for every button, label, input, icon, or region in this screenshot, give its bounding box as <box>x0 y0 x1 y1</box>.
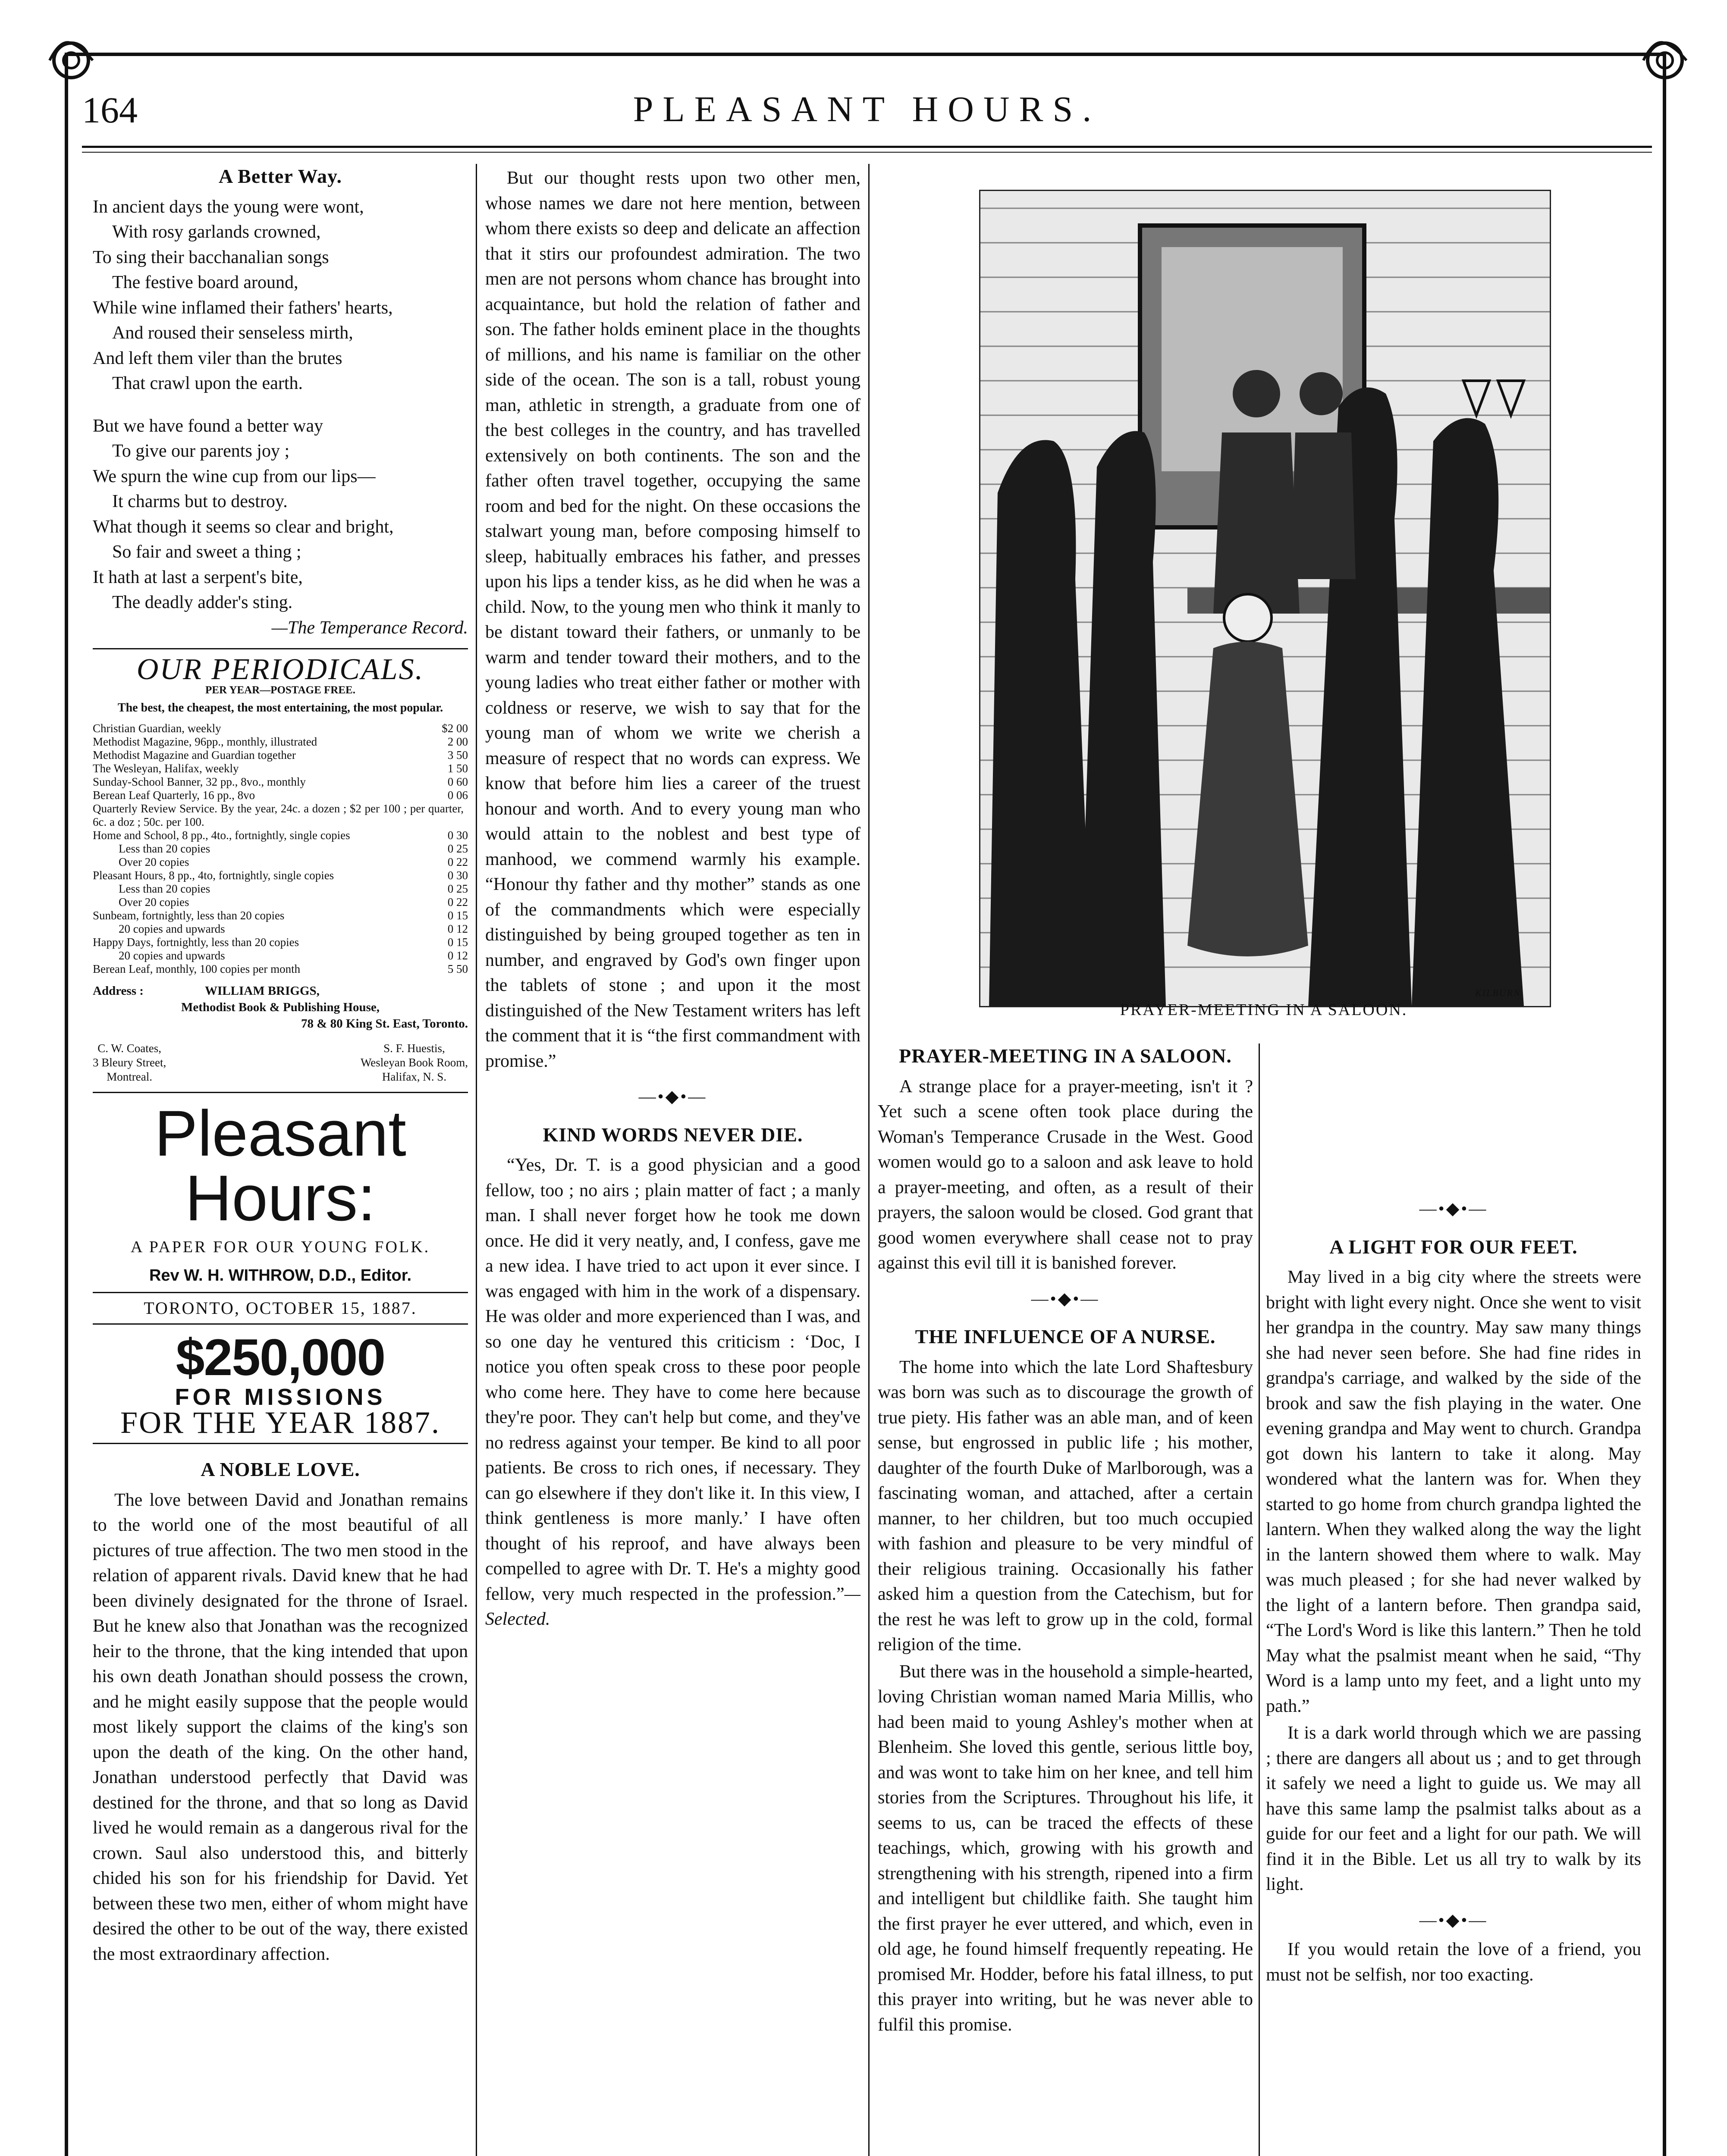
periodical-price: 0 15 <box>447 909 468 922</box>
frame-right-rule <box>1663 56 1666 2156</box>
periodical-row <box>93 775 468 789</box>
agents <box>93 1041 468 1084</box>
periodical-price: 0 12 <box>447 922 468 935</box>
poem-line: To give our parents joy ; <box>112 441 290 461</box>
periodical-name: 20 copies and upwards <box>119 922 225 935</box>
address-name: WILLIAM BRIGGS, <box>205 984 320 998</box>
friend-text: If you would retain the love of a friend, you must not be selfish, nor too exacting. <box>1266 1940 1641 1985</box>
missions-line-1: FOR MISSIONS <box>175 1384 386 1410</box>
periodical-row <box>93 882 468 896</box>
section-rule <box>93 648 468 649</box>
nurse-title: THE INFLUENCE OF A NURSE. <box>915 1326 1216 1348</box>
nurse-paragraph-1: The home into which the late Lord Shaftesbury was born was such as to discourage the growth of true piety. His father was an able man, and of keen sense, but engrossed in public life ; his mother, daughter of the fourth Duke of Marlborough, was a fascinating woman, and attached, after a certain manner, to her children, but too much occupied with fashion and pleasure to be very mindful of their religious training. Occasionally his father asked him a question from the Catechism, but for the rest he was left to grow up in the cold, formal religion of the time. <box>878 1357 1253 1655</box>
periodical-name: Less than 20 copies <box>119 842 210 855</box>
nurse-paragraph-2: But there was in the household a simple-hearted, loving Christian woman named Maria Millis, who had been maid to young Ashley's mother when at Blenheim. She loved this gentle, serious little boy, and was wont to take him on her knee, and tell him stories from the Scriptures. Throughout his life, it seems to us, can be traced the effects of these teachings, which, growing with his growth and strengthening with his strength, ripened into a firm and intelligent but childlike faith. She taught him the first prayer he ever uttered, and which, even in old age, he found himself frequently repeating. He promised Mr. Hodder, before his fatal illness, to put this prayer into writing, but he was never able to fulfil this promise. <box>878 1661 1253 2035</box>
periodical-row <box>93 802 468 829</box>
periodicals-intro: The best, the cheapest, the most entertaining, the most popular. <box>117 701 443 714</box>
section-rule <box>93 1443 468 1444</box>
periodicals-price-list <box>93 722 468 976</box>
periodical-price: 0 30 <box>447 868 468 882</box>
periodical-row <box>93 762 468 775</box>
periodical-name: Over 20 copies <box>119 895 189 909</box>
periodical-name: The Wesleyan, Halifax, weekly <box>93 761 239 775</box>
header-rule-thick <box>82 146 1652 148</box>
kind-words-source: —Selected. <box>485 1584 860 1629</box>
periodical-price: 2 00 <box>447 735 468 748</box>
column-1 <box>93 164 468 1967</box>
periodical-name: Berean Leaf Quarterly, 16 pp., 8vo <box>93 788 255 802</box>
periodical-name: Home and School, 8 pp., 4to., fortnightly, single copies <box>93 828 350 842</box>
periodical-name: Christian Guardian, weekly <box>93 721 221 735</box>
periodical-price: 3 50 <box>447 748 468 761</box>
periodical-name: Over 20 copies <box>119 855 189 868</box>
poem-line: That crawl upon the earth. <box>112 373 303 393</box>
periodical-row <box>93 735 468 749</box>
missions-amount: $250,000 <box>176 1329 385 1386</box>
address-label: Address : <box>93 984 144 998</box>
poem-line: And roused their senseless mirth, <box>112 323 353 343</box>
periodical-row <box>93 829 468 842</box>
corner-ornament-top-right <box>1635 30 1695 91</box>
poem-line: So fair and sweet a thing ; <box>112 542 301 562</box>
agent-city: Halifax, N. S. <box>382 1070 447 1083</box>
periodical-name: Berean Leaf, monthly, 100 copies per month <box>93 962 301 975</box>
periodical-row <box>93 896 468 909</box>
periodicals-title: OUR PERIODICALS. <box>136 653 424 686</box>
illustration-signature: KILBURN <box>1475 987 1521 998</box>
column-4 <box>1266 1044 1641 1989</box>
nurse-continued-space <box>1266 1044 1641 1186</box>
running-title: PLEASANT HOURS. <box>633 89 1101 129</box>
section-rule <box>93 1092 468 1093</box>
masthead-title: Pleasant Hours: <box>154 1097 406 1234</box>
column-divider-3 <box>1259 1044 1260 2156</box>
agent-halifax <box>361 1041 468 1084</box>
poem-attribution: —The Temperance Record. <box>271 617 468 638</box>
periodical-price: 0 12 <box>447 949 468 962</box>
section-dash-ornament: —•◆•— <box>638 1087 707 1106</box>
page-number: 164 <box>82 89 138 131</box>
poem-body <box>93 194 468 615</box>
periodical-price: 0 25 <box>447 842 468 855</box>
section-rule <box>93 1292 468 1293</box>
noble-love-paragraph-2: But our thought rests upon two other men, whose names we dare not here mention, between whom there exists so deep and delicate an affection that it stirs our profoundest admiration. The two men are not persons whom chance has brought into acquaintance, but hold the relation of father and son. The father holds eminent place in the thoughts of millions, and his name is familiar on the other side of the ocean. The son is a tall, robust young man, athletic in strength, a graduate from one of the best colleges in the country, and has travelled extensively on both continents. The son and the father often travel together, occupying the same room and bed for the night. On these occasions the stalwart young man, before composing himself to sleep, habitually embraces his father, and presses upon his lips a tender kiss, as he did when he was a child. Now, to the young men who think it manly to be distant toward their fathers, or unmanly to be warm and tender toward their mothers, and to the young ladies who treat either father or mother with coldness or reserve, we wish to say that for the young man of whom we write we cherish a measure of respect that no words can express. We know that before him lies a career of the truest honour and worth. And to every young man who would attain to the noblest and best type of manhood, we commend warmly his example. “Honour thy father and thy mother” stands as one of the commandments which were especially distinguished by being grouped together as ten in number, and engraved by God's own finger upon the tablets of stone ; and upon it the most distinguished of the New Testament writers has left the comment that it is “the first commandment with promise.” <box>485 168 860 1071</box>
noble-love-title: A NOBLE LOVE. <box>201 1458 360 1480</box>
noble-love-paragraph-1: The love between David and Jonathan remains to the world one of the most beautiful of all pictures of true affection. The two men stood in the relation of apparent rivals. David knew that he had been divinely designated for the throne of Israel. But he knew also that Jonathan was the recognized heir to the throne, that the king intended that upon his own death Jonathan should possess the crown, and he might easily suppose that the people would most likely support the claims of the king's son upon the death of the king. On the other hand, Jonathan understood perfectly that David was destined for the throne, and that so long as David lived he would remain as a dangerous rival for the crown. Saul also understood this, and bitterly chided his son for his friendship for David. Yet between these two men, either of whom might have desired the other to be out of the way, there existed the most extraordinary affection. <box>93 1490 468 1964</box>
column-divider-1 <box>476 164 477 2156</box>
poem-line: And left them viler than the brutes <box>93 348 342 368</box>
agent-name: C. W. Coates, <box>97 1041 161 1055</box>
poem-line: We spurn the wine cup from our lips— <box>93 466 376 486</box>
agent-montreal <box>93 1041 166 1084</box>
section-rule <box>93 1323 468 1325</box>
periodical-price: 1 50 <box>447 761 468 775</box>
periodical-row <box>93 949 468 962</box>
periodical-row <box>93 856 468 869</box>
agent-name: S. F. Huestis, <box>383 1041 445 1055</box>
frame-top-rule <box>65 53 1666 56</box>
periodical-name: Sunday-School Banner, 32 pp., 8vo., monthly <box>93 775 306 788</box>
periodical-row <box>93 922 468 936</box>
light-title: A LIGHT FOR OUR FEET. <box>1329 1235 1578 1258</box>
kind-words-text <box>485 1153 860 1632</box>
periodical-row <box>93 842 468 856</box>
agent-street: 3 Bleury Street, <box>93 1056 166 1069</box>
poem-line: It charms but to destroy. <box>112 492 288 511</box>
periodical-row <box>93 962 468 976</box>
periodical-price: 0 30 <box>447 828 468 842</box>
periodical-price: 0 15 <box>447 935 468 949</box>
poem-line: The festive board around, <box>112 273 298 292</box>
periodical-price: 0 22 <box>447 895 468 909</box>
periodical-row <box>93 936 468 949</box>
masthead-subtitle: A PAPER FOR OUR YOUNG FOLK. <box>130 1238 430 1256</box>
address-street: 78 & 80 King St. East, Toronto. <box>301 1016 468 1031</box>
section-dash-ornament: —•◆•— <box>1419 1199 1488 1218</box>
section-dash-ornament: —•◆•— <box>1031 1288 1100 1308</box>
periodical-row <box>93 869 468 882</box>
poem-line: What though it seems so clear and bright, <box>93 517 394 537</box>
periodical-name: Methodist Magazine, 96pp., monthly, illustrated <box>93 735 317 748</box>
masthead-editor: Rev W. H. WITHROW, D.D., Editor. <box>149 1266 412 1285</box>
page-header <box>82 84 1652 140</box>
periodical-row <box>93 909 468 922</box>
prayer-meeting-text: A strange place for a prayer-meeting, isn't it ? Yet such a scene often took place during the Woman's Temperance Crusade in the West. Good women would go to a saloon and ask leave to hold a prayer-meeting, and often, as a result of their prayers, the saloon would be closed. God grant that good women everywhere shall cease not to pray against this evil till it is banished forever. <box>878 1076 1253 1273</box>
periodical-name: Sunbeam, fortnightly, less than 20 copies <box>93 909 285 922</box>
periodical-name: Quarterly Review Service. By the year, 24c. a dozen ; $2 per 100 ; per quarter, 6c. a doz ; 50c. per 100. <box>93 802 464 828</box>
agent-street: Wesleyan Book Room, <box>360 1056 468 1069</box>
periodical-name: Less than 20 copies <box>119 882 210 895</box>
poem-line: But we have found a better way <box>93 416 323 436</box>
periodical-name: Happy Days, fortnightly, less than 20 copies <box>93 935 299 949</box>
periodical-row <box>93 749 468 762</box>
periodical-name: 20 copies and upwards <box>119 949 225 962</box>
prayer-meeting-title: PRAYER-MEETING IN A SALOON. <box>899 1045 1232 1067</box>
issue-date: TORONTO, OCTOBER 15, 1887. <box>144 1298 417 1318</box>
illustration-caption: PRAYER-MEETING IN A SALOON. <box>1120 1001 1408 1019</box>
light-paragraph-2: It is a dark world through which we are passing ; there are dangers all about us ; and to get through it safely we need a light to guide us. We may all have this same lamp the psalmist talks about as a guide for our feet and a light for our path. We will find it in the Bible. Let us all try to walk by its light. <box>1266 1723 1641 1894</box>
address-house: Methodist Book & Publishing House, <box>181 1000 380 1014</box>
column-3 <box>878 1044 1253 2039</box>
periodical-price: 0 22 <box>447 855 468 868</box>
section-dash-ornament: —•◆•— <box>1419 1910 1488 1930</box>
periodical-price: 0 25 <box>447 882 468 895</box>
poem-line: In ancient days the young were wont, <box>93 197 364 217</box>
periodical-price: 5 50 <box>447 962 468 975</box>
column-2 <box>485 164 860 1634</box>
periodical-price: $2 00 <box>442 721 468 735</box>
periodical-name: Pleasant Hours, 8 pp., 4to, fortnightly, single copies <box>93 868 334 882</box>
header-rule-thin <box>82 152 1652 153</box>
periodical-name: Methodist Magazine and Guardian together <box>93 748 296 761</box>
saloon-illustration <box>979 190 1551 1007</box>
poem-line: While wine inflamed their fathers' hearts, <box>93 298 393 318</box>
publisher-address <box>93 983 468 1032</box>
periodical-row <box>93 789 468 802</box>
periodical-row <box>93 722 468 735</box>
poem-line: To sing their bacchanalian songs <box>93 247 329 267</box>
poem-line: With rosy garlands crowned, <box>112 222 321 242</box>
periodical-price: 0 60 <box>447 775 468 788</box>
kind-words-title: KIND WORDS NEVER DIE. <box>543 1123 803 1146</box>
light-paragraph-1: May lived in a big city where the streets were bright with light every night. Once she went to visit her grandpa in the country. May saw many things she had never seen before. She had fine rides in grandpa's carriage, and walked by the side of the brook and saw the fish playing in the water. One evening grandpa and May went to church. Grandpa got down his lantern to take it along. May wondered what the lantern was for. When they started to go home from church grandpa lighted the lantern. When they walked along the way the light in the lantern showed them where to walk. May was much pleased ; for she had never walked by the light of a lantern before. Then grandpa said, “The Lord's Word is like this lantern.” Then he told May what the psalmist meant when he said, “Thy Word is a lamp unto my feet, and a light unto my path.” <box>1266 1267 1641 1716</box>
poem-line: It hath at last a serpent's bite, <box>93 567 303 587</box>
periodical-price: 0 06 <box>447 788 468 802</box>
frame-left-rule <box>65 56 68 2156</box>
column-divider-2 <box>868 164 870 2156</box>
agent-city: Montreal. <box>107 1070 152 1083</box>
corner-ornament-top-left <box>41 30 101 91</box>
missions-line-2: FOR THE YEAR 1887. <box>120 1405 441 1440</box>
kind-words-body: “Yes, Dr. T. is a good physician and a good fellow, too ; no airs ; plain matter of fact ; a manly man. I shall never forget how he took me down once. He did it very neatly, and, I confess, gave me a new idea. I have tried to act upon it ever since. I was engaged with him in the work of a dispensary. He was older and more experienced than I was, and so one day he ventured this criticism : ‘Doc, I notice you often speak cross to these poor people who come here. They have to come here because they're poor. They can't help but come, and they've no redress against your temper. Be kind to all poor patients. Be cross to rich ones, if necessary. They can go elsewhere if they don't like it. In this view, I think gentleness is more manly.’ I have often thought of his reproof, and have always been compelled to agree with Dr. T. He's a mighty good fellow, very much respected in the profession.” <box>485 1155 860 1604</box>
poem-title: A Better Way. <box>218 165 342 187</box>
poem-line: The deadly adder's sting. <box>112 592 293 612</box>
periodicals-subtitle: PER YEAR—POSTAGE FREE. <box>205 684 355 696</box>
